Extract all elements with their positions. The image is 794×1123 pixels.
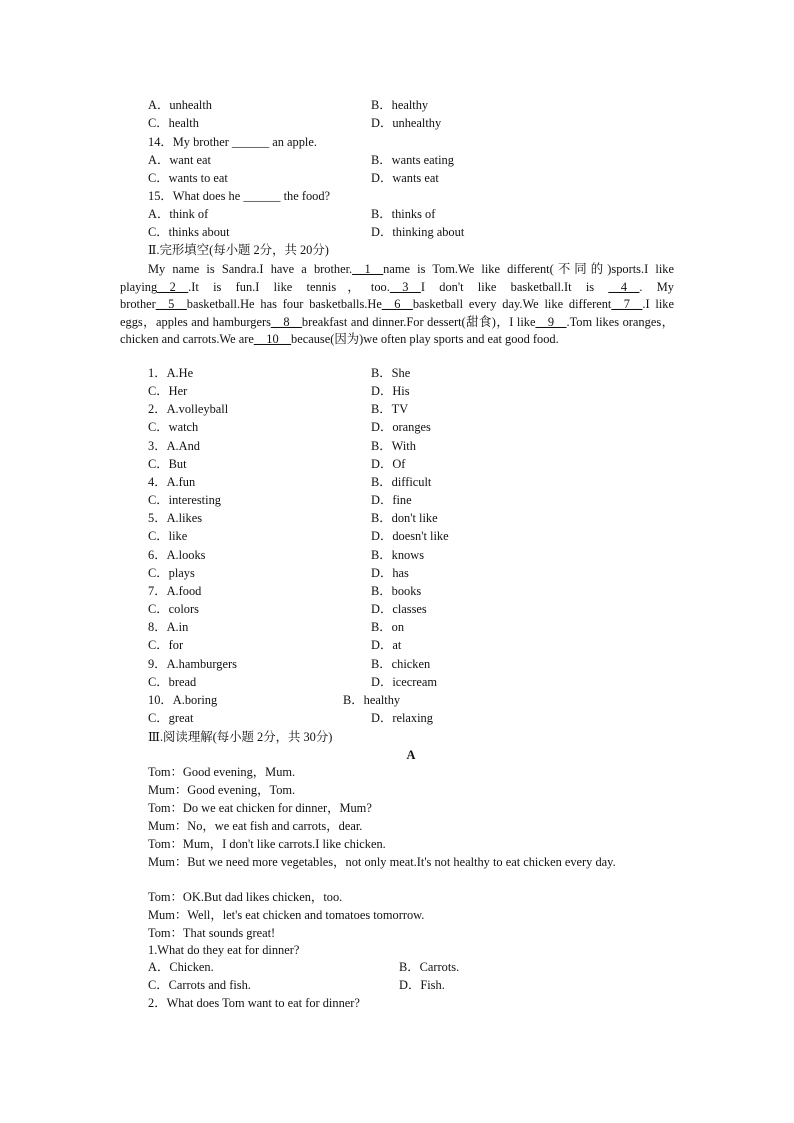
cloze-blank: __9__ [535, 314, 567, 329]
cloze-option-right: D．fine [371, 493, 412, 507]
dialogue-line-long [120, 853, 674, 871]
cloze-option-left: 4．A.fun [148, 475, 196, 489]
cloze-option-right: B．With [371, 439, 416, 453]
cloze-option-right: D．classes [371, 602, 427, 616]
section3-heading: Ⅲ.阅读理解(每小题 2分，共 30分) [148, 730, 333, 744]
dialogue-line: Mum：Good evening，Tom. [148, 783, 296, 797]
cloze-blank: __8__ [270, 314, 302, 329]
q14-option-c: C．wants to eat [148, 171, 228, 185]
cloze-option-left: C．colors [148, 602, 199, 616]
cloze-option-left: C．But [148, 457, 187, 471]
cloze-option-left: 6．A.looks [148, 548, 206, 562]
cloze-text: basketball every day.We like different [412, 297, 612, 312]
cloze-text: .I like eggs，apples and hamburgers [120, 297, 674, 329]
cloze-option-left: C．for [148, 638, 184, 652]
cloze-option-left: 1．A.He [148, 366, 194, 380]
cloze-option-left: 7．A.food [148, 584, 202, 598]
cloze-option-right: D．Of [371, 457, 406, 471]
dialogue-line: Mum：Well，let's eat chicken and tomatoes tomorrow. [148, 908, 425, 922]
dialogue-line: Tom：Good evening，Mum. [148, 765, 296, 779]
dialogue-line: Tom：That sounds great! [148, 926, 276, 940]
reading-q1-option-c: C．Carrots and fish. [148, 978, 251, 992]
cloze-option-left: 5．A.likes [148, 511, 203, 525]
dialogue-text: Mum：But we need more vegetables，not only meat.It's not healthy to eat chicken every day. [148, 855, 616, 869]
cloze-option-right: B．chicken [371, 657, 431, 671]
cloze-option-right: B．on [371, 620, 405, 634]
cloze-option-right: D．at [371, 638, 402, 652]
cloze-option-right: B．She [371, 366, 411, 380]
reading-q1-option-d: D．Fish. [399, 978, 445, 992]
q13-option-a: A．unhealth [148, 98, 213, 112]
cloze-text: name is Tom.We like different(不同的)sports.I like playing [120, 262, 674, 294]
cloze-option-left: C．like [148, 529, 188, 543]
cloze-option-right: B．healthy [343, 693, 401, 707]
reading-q1-option-b: B．Carrots. [399, 960, 460, 974]
cloze-option-left: C．interesting [148, 493, 221, 507]
cloze-text: . My brother [120, 279, 675, 312]
q13-option-c: C．health [148, 116, 199, 130]
cloze-option-right: B．difficult [371, 475, 432, 489]
q14-stem: 14．My brother ______ an apple. [148, 135, 317, 149]
cloze-option-left: 8．A.in [148, 620, 189, 634]
reading-q1-option-a: A．Chicken. [148, 960, 214, 974]
q14-option-b: B．wants eating [371, 153, 454, 167]
dialogue-line: Tom：OK.But dad likes chicken，too. [148, 890, 343, 904]
cloze-text: basketball.He has four basketballs.He [186, 297, 382, 312]
dialogue-line: Tom：Do we eat chicken for dinner，Mum? [148, 801, 372, 815]
cloze-option-right: B．don't like [371, 511, 438, 525]
cloze-blank: __4__ [608, 279, 640, 294]
cloze-option-left: C．bread [148, 675, 197, 689]
q14-option-a: A．want eat [148, 153, 211, 167]
cloze-blank: __3__ [389, 279, 421, 294]
cloze-option-right: D．relaxing [371, 711, 433, 725]
cloze-option-right: D．has [371, 566, 409, 580]
cloze-blank: __5__ [155, 297, 187, 312]
cloze-passage [120, 261, 674, 349]
reading-q2-stem: 2．What does Tom want to eat for dinner? [148, 996, 360, 1010]
q15-option-a: A．think of [148, 207, 209, 221]
cloze-blank: __2__ [157, 279, 189, 294]
q14-option-d: D．wants eat [371, 171, 439, 185]
cloze-option-right: B．knows [371, 548, 425, 562]
dialogue-line: Mum：No，we eat fish and carrots，dear. [148, 819, 363, 833]
cloze-text: I don't like basketball.It is [420, 279, 609, 294]
cloze-option-right: D．icecream [371, 675, 438, 689]
cloze-option-left: C．plays [148, 566, 195, 580]
section2-heading: Ⅱ.完形填空(每小题 2分，共 20分) [148, 243, 329, 257]
q15-stem: 15．What does he ______ the food? [148, 189, 331, 203]
cloze-option-left: 9．A.hamburgers [148, 657, 237, 671]
q13-option-b: B．healthy [371, 98, 429, 112]
dialogue-line: Tom：Mum，I don't like carrots.I like chicken. [148, 837, 386, 851]
cloze-option-right: D．doesn't like [371, 529, 449, 543]
cloze-option-left: 10．A.boring [148, 693, 218, 707]
cloze-text: because(因为)we often play sports and eat good food. [291, 332, 559, 347]
reading-q1-stem: 1.What do they eat for dinner? [148, 943, 300, 957]
cloze-text: .It is fun.I like tennis，too. [188, 279, 390, 294]
cloze-text: My name is Sandra.I have a brother. [148, 262, 353, 276]
q13-option-d: D．unhealthy [371, 116, 442, 130]
cloze-option-left: C．great [148, 711, 194, 725]
q15-option-d: D．thinking about [371, 225, 465, 239]
q15-option-b: B．thinks of [371, 207, 436, 221]
cloze-option-right: B．books [371, 584, 422, 598]
cloze-blank: __6__ [381, 297, 413, 312]
cloze-text: .Tom likes oranges，chicken and carrots.We are [120, 314, 674, 347]
cloze-blank: __1__ [352, 262, 384, 276]
cloze-text: breakfast and dinner.For dessert(甜食)，I like [301, 314, 536, 329]
cloze-option-right: D．His [371, 384, 410, 398]
cloze-option-left: 2．A.volleyball [148, 402, 229, 416]
part-label: A [406, 748, 416, 762]
cloze-option-right: D．oranges [371, 420, 431, 434]
cloze-option-left: C．watch [148, 420, 199, 434]
cloze-blank: __7__ [611, 297, 643, 312]
q15-option-c: C．thinks about [148, 225, 230, 239]
cloze-option-left: C．Her [148, 384, 188, 398]
cloze-option-left: 3．A.And [148, 439, 200, 453]
cloze-blank: __10__ [253, 332, 292, 347]
cloze-option-right: B．TV [371, 402, 409, 416]
